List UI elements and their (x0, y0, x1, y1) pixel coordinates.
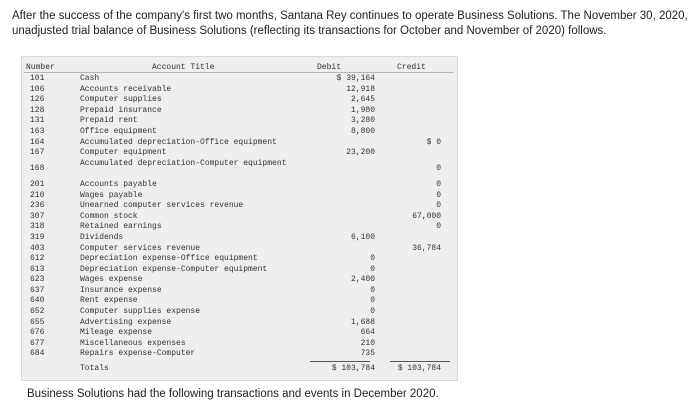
account-title: Depreciation expense-Office equipment (80, 254, 258, 264)
header-divider (24, 72, 454, 73)
table-row (22, 286, 457, 297)
header-number: Number (26, 63, 55, 72)
table-row (22, 318, 457, 329)
debit-amount: 2,645 (350, 95, 375, 105)
account-number: 613 (30, 264, 45, 274)
table-row (22, 328, 457, 339)
table-row (22, 106, 457, 117)
header-debit: Debit (317, 63, 342, 72)
debit-amount: $ 39,164 (336, 74, 375, 83)
account-number: 163 (30, 126, 45, 136)
account-number: 210 (30, 190, 45, 200)
account-title: Insurance expense (80, 285, 162, 295)
header-credit: Credit (397, 63, 426, 72)
debit-amount: 23,200 (346, 148, 375, 158)
account-number: 126 (30, 95, 45, 105)
table-row (22, 275, 457, 286)
table-row (22, 148, 457, 159)
totals-row (22, 364, 457, 376)
account-number: 676 (30, 328, 45, 338)
account-number: 106 (30, 84, 45, 94)
account-title: Advertising expense (80, 317, 172, 327)
trial-balance-image (21, 56, 458, 381)
debit-amount: 1,688 (350, 317, 375, 327)
account-number: 101 (30, 74, 45, 83)
account-title: Office equipment (80, 126, 157, 136)
table-row (22, 191, 457, 202)
table-row (22, 307, 457, 318)
account-number: 623 (30, 275, 45, 285)
credit-amount: 36,784 (412, 243, 441, 253)
account-number: 677 (30, 338, 45, 348)
table-row (22, 180, 457, 191)
account-number: 612 (30, 254, 45, 264)
account-number: 652 (30, 307, 45, 317)
totals-label: Totals (80, 364, 109, 373)
table-row (22, 339, 457, 350)
account-number: 655 (30, 317, 45, 327)
account-title: Prepaid insurance (80, 105, 162, 115)
credit-total-rule (390, 361, 450, 362)
credit-amount: 67,000 (412, 211, 441, 221)
table-row (22, 201, 457, 212)
account-title: Rent expense (80, 296, 138, 306)
table-row (22, 74, 457, 85)
account-title: Mileage expense (80, 328, 153, 338)
trial-balance-rows (22, 74, 457, 360)
table-row (22, 244, 457, 255)
account-number: 403 (30, 243, 45, 253)
debit-amount: 0 (370, 254, 375, 264)
table-row (22, 254, 457, 265)
table-row (22, 222, 457, 233)
account-number: 168 (30, 163, 45, 173)
debit-total-rule (310, 361, 370, 362)
intro-paragraph: After the success of the company's first two months, Santana Rey continues to operate Business Solutions. The November 30, 2020, unadjusted trial balance of Business Solutions (reflecting its transactions for October and November of 2020) follows. (12, 10, 688, 37)
debit-amount: 8,800 (350, 126, 375, 136)
table-row (22, 85, 457, 96)
table-row (22, 95, 457, 106)
debit-amount: 0 (370, 296, 375, 306)
credit-amount: 0 (436, 190, 441, 200)
account-title: Accumulated depreciation-Office equipment (80, 137, 277, 147)
table-row (22, 127, 457, 138)
account-title: Computer equipment (80, 148, 167, 158)
table-row (22, 265, 457, 276)
debit-amount: 12,918 (346, 84, 375, 94)
account-number: 684 (30, 349, 45, 359)
account-title: Repairs expense-Computer (80, 349, 196, 359)
credit-amount: 0 (436, 179, 441, 189)
account-title: Accumulated depreciation-Computer equipment (80, 158, 287, 168)
account-title: Common stock (80, 211, 138, 221)
account-number: 128 (30, 105, 45, 115)
table-row (22, 233, 457, 244)
header-account-title: Account Title (152, 63, 215, 72)
account-number: 637 (30, 285, 45, 295)
account-title: Dividends (80, 232, 124, 242)
debit-amount: 0 (370, 307, 375, 317)
debit-amount: 0 (370, 285, 375, 295)
account-title: Wages payable (80, 190, 143, 200)
credit-amount: 0 (436, 201, 441, 211)
account-number: 167 (30, 148, 45, 158)
debit-amount: 210 (360, 338, 375, 348)
footer-paragraph: Business Solutions had the following transactions and events in December 2020. (27, 388, 439, 400)
table-row (22, 349, 457, 360)
account-title: Prepaid rent (80, 116, 138, 126)
debit-amount: 735 (360, 349, 375, 359)
account-title: Wages expense (80, 275, 143, 285)
account-number: 318 (30, 222, 45, 232)
account-number: 131 (30, 116, 45, 126)
debit-amount: 2,400 (350, 275, 375, 285)
credit-amount: 0 (436, 222, 441, 232)
debit-amount: 664 (360, 328, 375, 338)
table-row (22, 296, 457, 307)
debit-amount: 1,980 (350, 105, 375, 115)
account-title: Cash (80, 74, 100, 83)
credit-amount: 0 (436, 163, 441, 173)
account-number: 319 (30, 232, 45, 242)
table-row (22, 159, 457, 180)
debit-amount: 3,280 (350, 116, 375, 126)
account-title: Computer services revenue (80, 243, 201, 253)
account-title: Computer supplies expense (80, 307, 201, 317)
debit-amount: 0 (370, 264, 375, 274)
account-number: 307 (30, 211, 45, 221)
credit-amount: $ 0 (426, 137, 441, 147)
totals-credit: $ 103,784 (397, 364, 441, 373)
account-number: 236 (30, 201, 45, 211)
account-title: Depreciation expense-Computer equipment (80, 264, 268, 274)
table-row (22, 116, 457, 127)
debit-amount: 6,100 (350, 232, 375, 242)
account-number: 201 (30, 179, 45, 189)
table-row (22, 138, 457, 149)
table-row (22, 212, 457, 223)
account-title: Unearned computer services revenue (80, 201, 244, 211)
totals-debit: $ 103,784 (331, 364, 375, 373)
account-title: Miscellaneous expenses (80, 338, 186, 348)
account-title: Retained earnings (80, 222, 162, 232)
account-title: Computer supplies (80, 95, 162, 105)
account-title: Accounts receivable (80, 84, 172, 94)
account-title: Accounts payable (80, 179, 157, 189)
account-number: 640 (30, 296, 45, 306)
account-number: 164 (30, 137, 45, 147)
